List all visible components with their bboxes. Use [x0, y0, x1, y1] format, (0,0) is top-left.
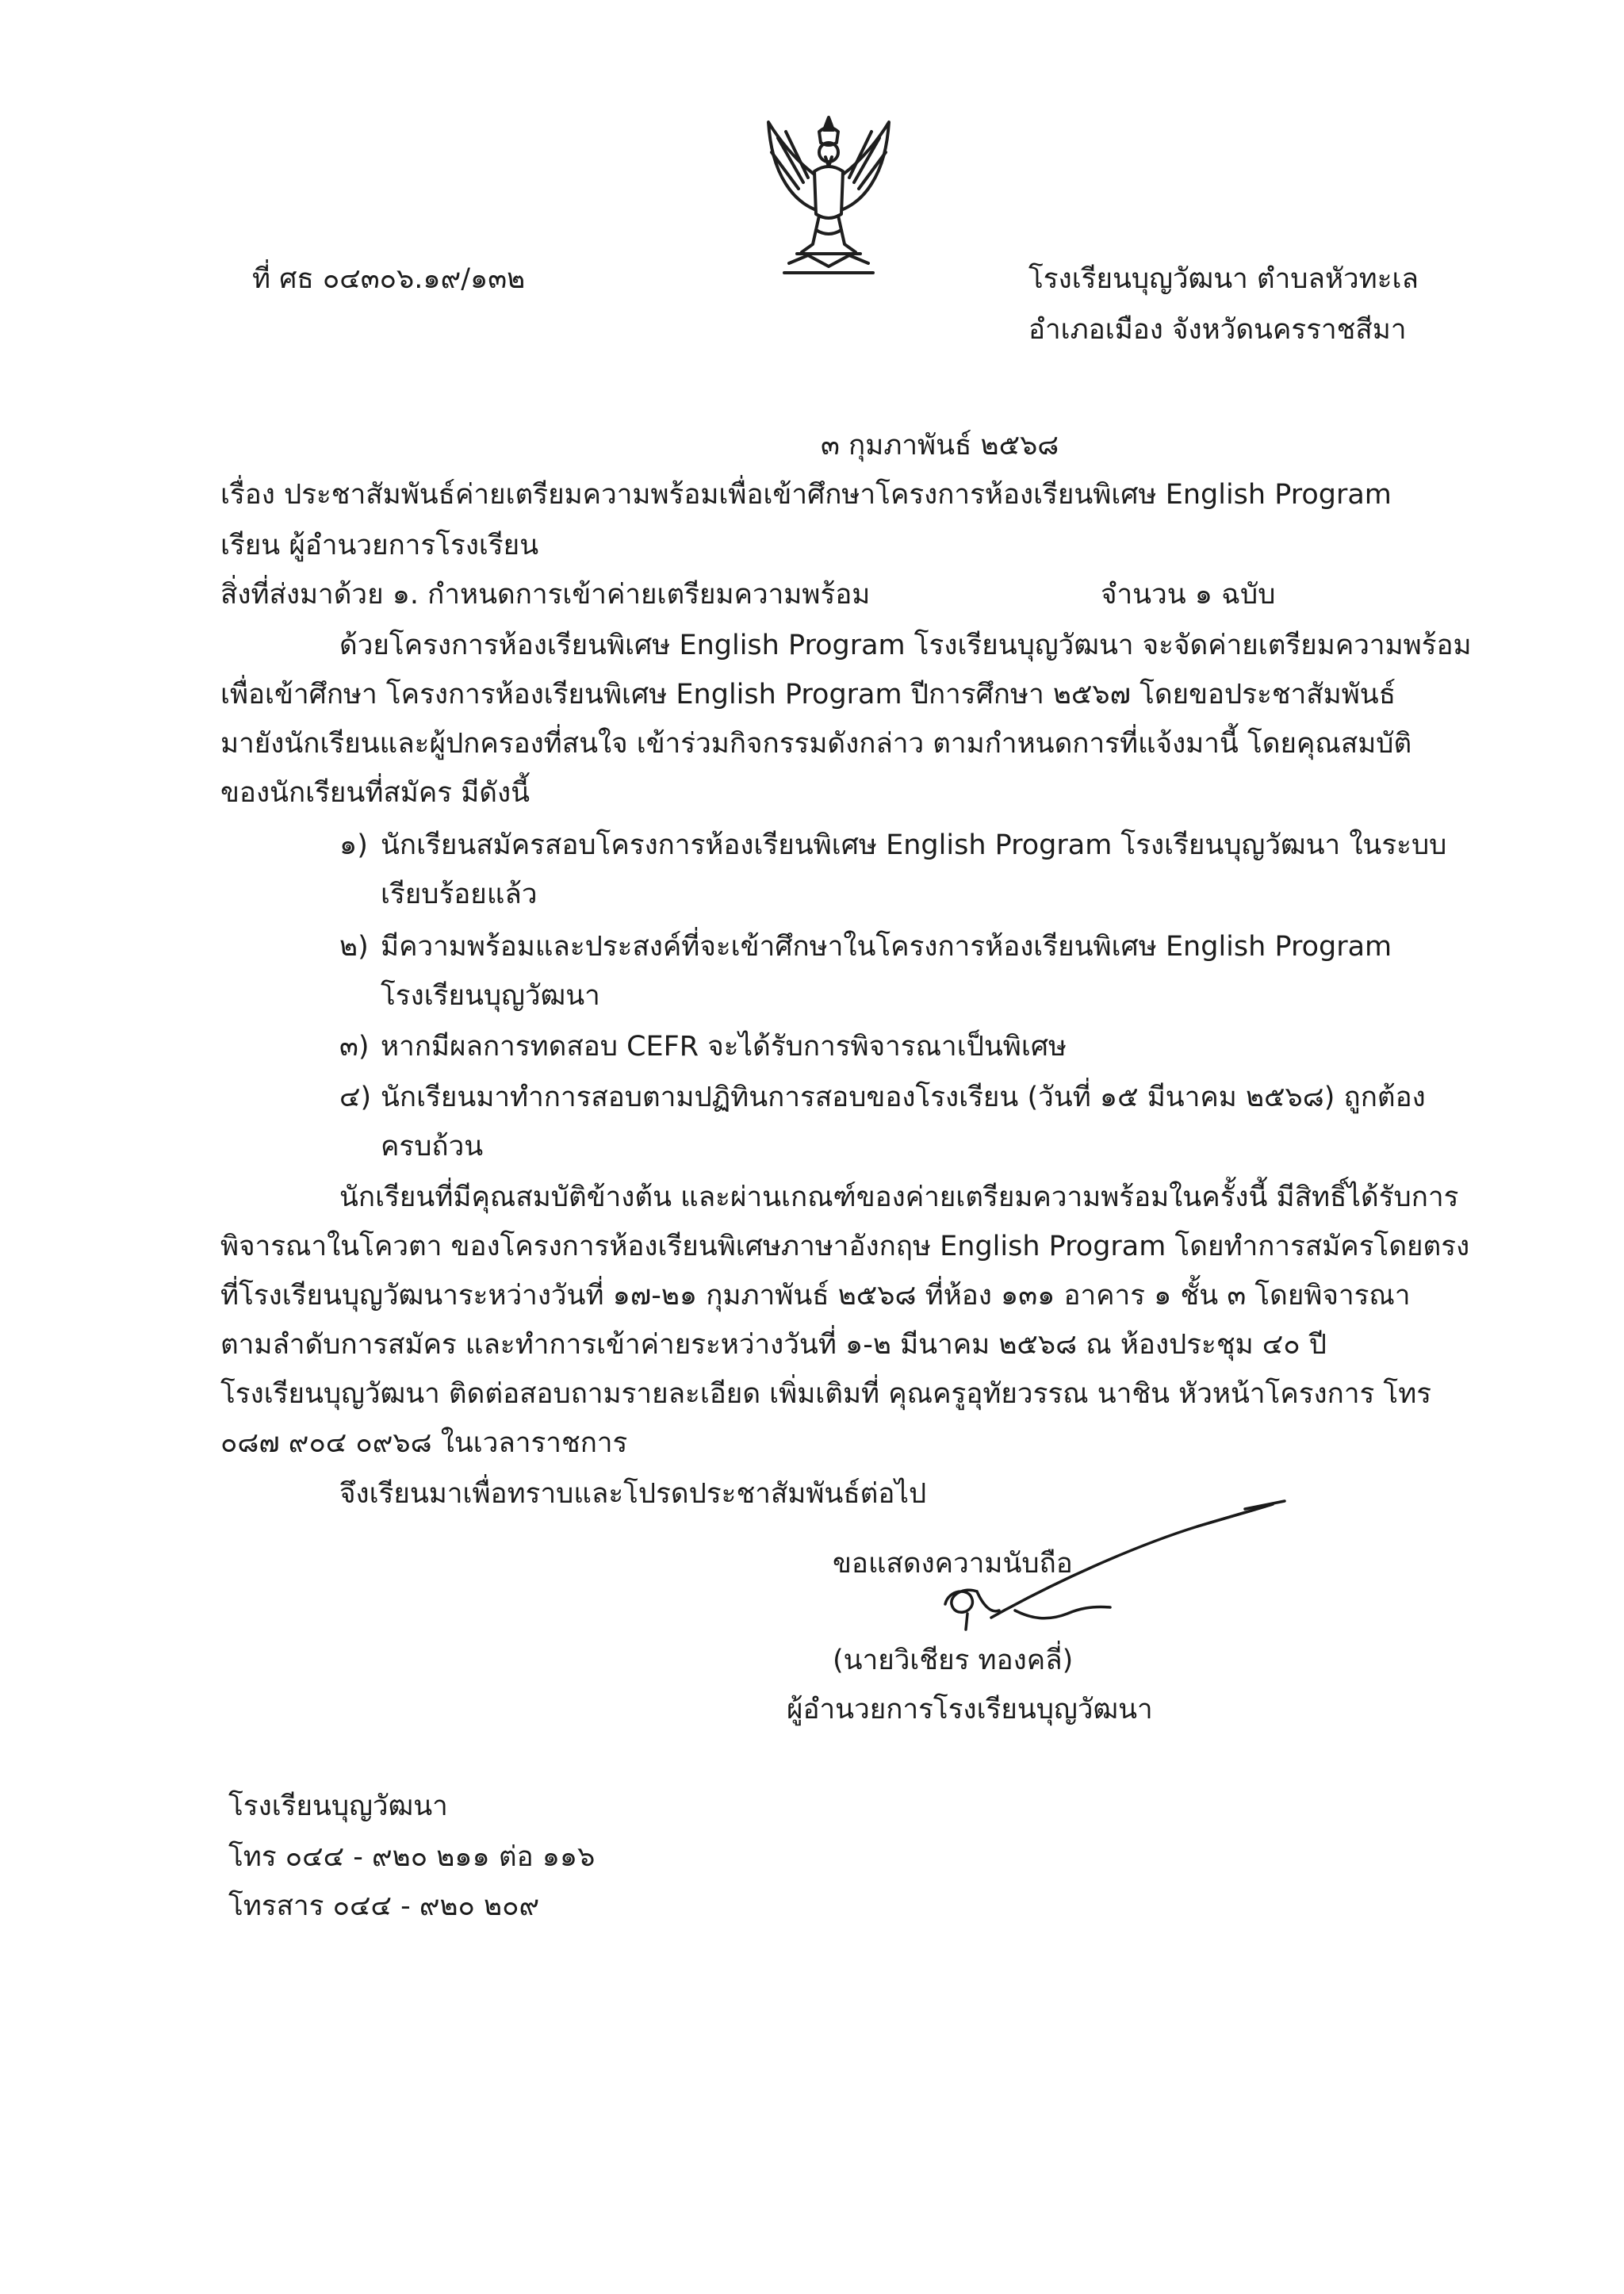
- criteria-item-text: นักเรียนสมัครสอบโครงการห้องเรียนพิเศษ English Program โรงเรียนบุญวัฒนา ในระบบ: [381, 829, 1447, 861]
- body-paragraph-line: ของนักเรียนที่สมัคร มีดังนี้: [220, 777, 530, 809]
- body-paragraph-line: ที่โรงเรียนบุญวัฒนาระหว่างวันที่ ๑๗-๒๑ กุมภาพันธ์ ๒๕๖๘ ที่ห้อง ๑๓๑ อาคาร ๑ ชั้น ๓ โดยพิจารณา: [220, 1280, 1411, 1312]
- criteria-item-text: ครบถ้วน: [381, 1131, 484, 1162]
- body-paragraph-line: นักเรียนที่มีคุณสมบัติข้างต้น และผ่านเกณฑ์ของค่ายเตรียมความพร้อมในครั้งนี้ มีสิทธิ์ได้รับการ: [339, 1181, 1459, 1213]
- body-paragraph-line: เพื่อเข้าศึกษา โครงการห้องเรียนพิเศษ English Program ปีการศึกษา ๒๕๖๗ โดยขอประชาสัมพันธ์: [220, 679, 1396, 710]
- garuda-emblem-icon: [757, 111, 900, 285]
- sender-address-line2: อำเภอเมือง จังหวัดนครราชสีมา: [1028, 314, 1407, 346]
- criteria-item-text: มีความพร้อมและประสงค์ที่จะเข้าศึกษาในโครงการห้องเรียนพิเศษ English Program: [381, 931, 1392, 963]
- enclosure-line: สิ่งที่ส่งมาด้วย ๑. กำหนดการเข้าค่ายเตรียมความพร้อม: [220, 579, 871, 611]
- signatory-name: (นายวิเชียร ทองคลี่): [833, 1645, 1074, 1676]
- reference-number: ที่ ศธ ๐๔๓๐๖.๑๙/๑๓๒: [252, 263, 526, 295]
- criteria-item-number: ๑): [339, 829, 368, 861]
- body-paragraph-line: พิจารณาในโควตา ของโครงการห้องเรียนพิเศษภาษาอังกฤษ English Program โดยทำการสมัครโดยตรง: [220, 1231, 1470, 1262]
- letter-date: ๓ กุมภาพันธ์ ๒๕๖๘: [821, 430, 1059, 461]
- footer-fax: โทรสาร ๐๔๔ - ๙๒๐ ๒๐๙: [228, 1890, 540, 1922]
- body-paragraph-line: โรงเรียนบุญวัฒนา ติดต่อสอบถามรายละเอียด เพิ่มเติมที่ คุณครูอุทัยวรรณ นาชิน หัวหน้าโครงการ โทร: [220, 1378, 1432, 1410]
- body-paragraph-line: ตามลำดับการสมัคร และทำการเข้าค่ายระหว่างวันที่ ๑-๒ มีนาคม ๒๕๖๘ ณ ห้องประชุม ๔๐ ปี: [220, 1329, 1327, 1361]
- body-paragraph-line: ๐๘๗ ๙๐๔ ๐๙๖๘ ในเวลาราชการ: [220, 1427, 628, 1459]
- criteria-item-number: ๔): [339, 1082, 372, 1113]
- closing-regards: ขอแสดงความนับถือ: [833, 1548, 1073, 1580]
- closing-line: จึงเรียนมาเพื่อทราบและโปรดประชาสัมพันธ์ต่อไป: [339, 1478, 927, 1510]
- criteria-item-number: ๒): [339, 931, 369, 963]
- addressee-line: เรียน ผู้อำนวยการโรงเรียน: [220, 530, 539, 561]
- criteria-item-text: นักเรียนมาทำการสอบตามปฏิทินการสอบของโรงเรียน (วันที่ ๑๕ มีนาคม ๒๕๖๘) ถูกต้อง: [381, 1082, 1426, 1113]
- subject-line: เรื่อง ประชาสัมพันธ์ค่ายเตรียมความพร้อมเพื่อเข้าศึกษาโครงการห้องเรียนพิเศษ English Program: [220, 479, 1392, 511]
- criteria-item-number: ๓): [339, 1031, 370, 1063]
- criteria-item-text: โรงเรียนบุญวัฒนา: [381, 980, 600, 1012]
- sender-address-line1: โรงเรียนบุญวัฒนา ตำบลหัวทะเล: [1028, 263, 1419, 295]
- criteria-item-text: หากมีผลการทดสอบ CEFR จะได้รับการพิจารณาเป็นพิเศษ: [381, 1031, 1067, 1063]
- signatory-position: ผู้อำนวยการโรงเรียนบุญวัฒนา: [787, 1694, 1153, 1725]
- footer-school-name: โรงเรียนบุญวัฒนา: [228, 1790, 448, 1822]
- body-paragraph-line: ด้วยโครงการห้องเรียนพิเศษ English Program โรงเรียนบุญวัฒนา จะจัดค่ายเตรียมความพร้อม: [339, 630, 1472, 661]
- body-paragraph-line: มายังนักเรียนและผู้ปกครองที่สนใจ เข้าร่วมกิจกรรมดังกล่าว ตามกำหนดการที่แจ้งมานี้ โดยคุณสมบัติ: [220, 728, 1412, 760]
- enclosure-count: จำนวน ๑ ฉบับ: [1101, 579, 1276, 611]
- footer-phone: โทร ๐๔๔ - ๙๒๐ ๒๑๑ ต่อ ๑๑๖: [228, 1841, 596, 1873]
- criteria-item-text: เรียบร้อยแล้ว: [381, 879, 538, 910]
